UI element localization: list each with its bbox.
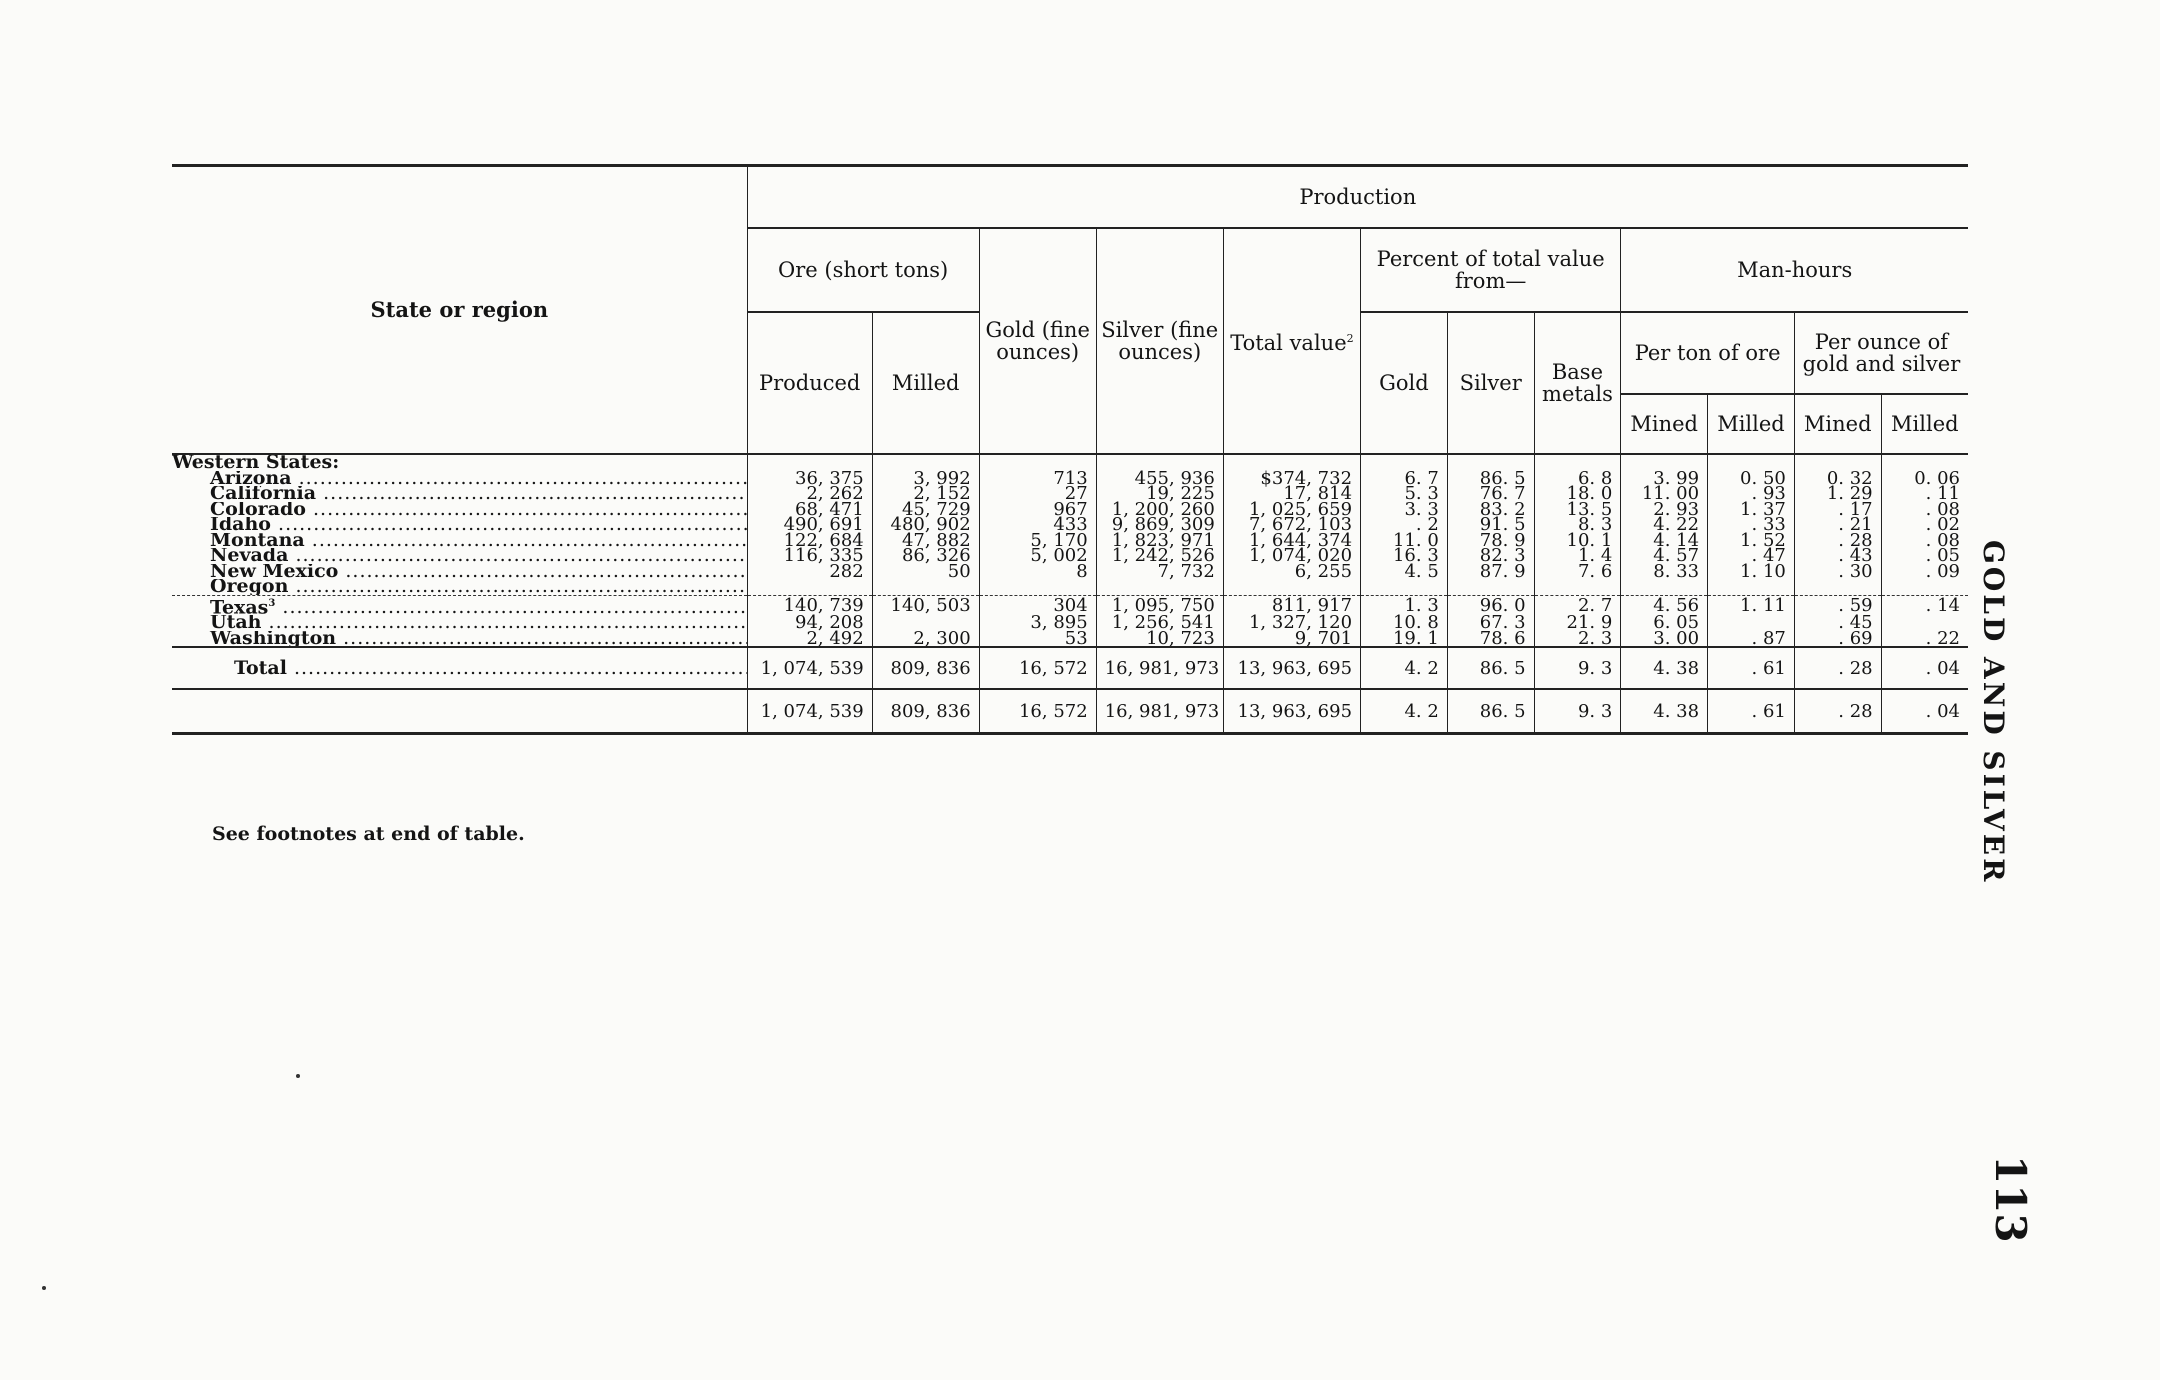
cell-produced: 2, 262 [747, 486, 872, 502]
cell-p-silver: 76. 7 [1447, 486, 1534, 502]
per-ounce-header: Per ounce of gold and silver [1794, 312, 1968, 394]
total-row-label [172, 647, 747, 689]
cell-p-base: 8. 3 [1534, 517, 1621, 533]
total-value-header [1223, 228, 1360, 454]
oz-mined-header: Mined [1794, 394, 1881, 454]
gold-header: Gold (fine ounces) [979, 228, 1096, 454]
cell-oz-milled: . 04 [1881, 647, 1968, 689]
cell-ton-mined: 4. 56 [1621, 595, 1708, 615]
cell-gold: 53 [979, 631, 1096, 648]
cell-oz-milled: . 02 [1881, 517, 1968, 533]
cell-ton-mined: 6. 05 [1621, 615, 1708, 631]
cell-ton-mined: 4. 38 [1621, 689, 1708, 734]
cell-p-gold: 16. 3 [1361, 548, 1448, 564]
cell-produced: 94, 208 [747, 615, 872, 631]
oz-milled-header: Milled [1881, 394, 1968, 454]
cell-p-gold: 4. 5 [1361, 564, 1448, 580]
cell-gold: 713 [979, 471, 1096, 487]
table-header [172, 166, 1968, 455]
milled-header: Milled [872, 312, 979, 454]
cell-value: 1, 025, 659 [1223, 502, 1360, 518]
cell-silver: 1, 095, 750 [1096, 595, 1223, 615]
row-label [172, 517, 747, 533]
cell-p-silver: 86. 5 [1447, 647, 1534, 689]
state-name: New Mexico [210, 563, 339, 579]
cell-p-base: 7. 6 [1534, 564, 1621, 580]
cell-value: 1, 074, 020 [1223, 548, 1360, 564]
cell-p-silver: 86. 5 [1447, 471, 1534, 487]
cell-p-silver: 67. 3 [1447, 615, 1534, 631]
cell-milled: 2, 300 [872, 631, 979, 648]
cell-value: 9, 701 [1223, 631, 1360, 648]
cell-ton-mined: 8. 33 [1621, 564, 1708, 580]
cell-produced: 282 [747, 564, 872, 580]
ore-group-header: Ore (short tons) [747, 228, 979, 312]
cell-oz-milled: . 14 [1881, 595, 1968, 615]
cell-produced: 2, 492 [747, 631, 872, 648]
silver-header: Silver (fine ounces) [1096, 228, 1223, 454]
state-name: Nevada [210, 548, 289, 564]
page-number: 113 [1986, 1155, 2035, 1243]
cell-p-silver: 87. 9 [1447, 564, 1534, 580]
cell-gold: 8 [979, 564, 1096, 580]
cell-milled: 809, 836 [872, 647, 979, 689]
cell-oz-mined: 1. 29 [1794, 486, 1881, 502]
percent-group-header: Percent of total value from— [1361, 228, 1621, 312]
cell-ton-milled: 0. 50 [1708, 471, 1795, 487]
cell-oz-mined: . 45 [1794, 615, 1881, 631]
cell-oz-mined: . 28 [1794, 647, 1881, 689]
cell-gold: 5, 002 [979, 548, 1096, 564]
cell-milled: 3, 992 [872, 471, 979, 487]
cell-ton-milled: . 87 [1708, 631, 1795, 648]
running-head: GOLD AND SILVER [1977, 540, 2010, 885]
row-label [172, 579, 747, 595]
cell-p-base: 6. 8 [1534, 471, 1621, 487]
pct-base-header: Base metals [1534, 312, 1621, 454]
state-name: Washington [210, 630, 337, 648]
row-label [172, 486, 747, 502]
cell-gold: 3, 895 [979, 615, 1096, 631]
cell-p-gold: 5. 3 [1361, 486, 1448, 502]
cell-gold: 16, 572 [979, 647, 1096, 689]
total-row [172, 647, 1968, 689]
cell-ton-milled: 1. 10 [1708, 564, 1795, 580]
cell-value: 17, 814 [1223, 486, 1360, 502]
cell-gold: 433 [979, 517, 1096, 533]
row-label [172, 631, 747, 648]
cell-oz-mined: . 30 [1794, 564, 1881, 580]
cell-milled: 809, 836 [872, 689, 979, 734]
state-name: Texas [210, 595, 269, 616]
cell-oz-mined: . 17 [1794, 502, 1881, 518]
cell-p-base: 9. 3 [1534, 647, 1621, 689]
cell-ton-milled: . 93 [1708, 486, 1795, 502]
state-name: Oregon [210, 579, 289, 595]
row-label [172, 502, 747, 518]
cell-oz-mined: . 28 [1794, 533, 1881, 549]
cell-p-base: 1. 4 [1534, 548, 1621, 564]
footnote-mark: 3 [268, 597, 276, 609]
print-speck [42, 1286, 46, 1290]
row-label [172, 615, 747, 631]
state-name: Montana [210, 532, 305, 548]
cell-produced: 68, 471 [747, 502, 872, 518]
cell-p-base: 18. 0 [1534, 486, 1621, 502]
produced-header: Produced [747, 312, 872, 454]
cell-produced: 116, 335 [747, 548, 872, 564]
section-label: Western States: [172, 454, 340, 471]
total-value-footnote-mark: 2 [1346, 332, 1354, 345]
cell-value: 7, 672, 103 [1223, 517, 1360, 533]
cell-p-silver: 83. 2 [1447, 502, 1534, 518]
cell-produced: 140, 739 [747, 595, 872, 615]
state-name: Arizona [210, 470, 292, 486]
total-value-label: Total value [1230, 331, 1347, 355]
cell-ton-milled: . 61 [1708, 647, 1795, 689]
cell-p-gold: 4. 2 [1361, 647, 1448, 689]
cell-p-silver: 78. 6 [1447, 631, 1534, 648]
cell-oz-mined: . 59 [1794, 595, 1881, 615]
cell-value: $374, 732 [1223, 471, 1360, 487]
cell-oz-mined: . 69 [1794, 631, 1881, 648]
cell-produced: 122, 684 [747, 533, 872, 549]
cell-oz-mined: . 28 [1794, 689, 1881, 734]
cell-silver: 1, 242, 526 [1096, 548, 1223, 564]
cell-oz-mined: 0. 32 [1794, 471, 1881, 487]
per-ton-header: Per ton of ore [1621, 312, 1795, 394]
cell-p-gold: 6. 7 [1361, 471, 1448, 487]
cell-gold: 16, 572 [979, 689, 1096, 734]
stub-header: State or region [172, 166, 747, 455]
table-body [172, 454, 1968, 734]
cell-value: 6, 255 [1223, 564, 1360, 580]
row-label [172, 595, 747, 615]
state-name: California [210, 486, 317, 502]
cell-produced: 490, 691 [747, 517, 872, 533]
cell-p-silver: 86. 5 [1447, 689, 1534, 734]
grand-total-row [172, 689, 1968, 734]
cell-silver: 1, 823, 971 [1096, 533, 1223, 549]
cell-silver: 10, 723 [1096, 631, 1223, 648]
cell-oz-mined: . 43 [1794, 548, 1881, 564]
row-label [172, 548, 747, 564]
cell-gold: 5, 170 [979, 533, 1096, 549]
cell-oz-milled: . 11 [1881, 486, 1968, 502]
cell-ton-mined: 4. 57 [1621, 548, 1708, 564]
cell-oz-milled: . 08 [1881, 533, 1968, 549]
cell-silver: 7, 732 [1096, 564, 1223, 580]
cell-ton-milled: . 61 [1708, 689, 1795, 734]
cell-p-base: 9. 3 [1534, 689, 1621, 734]
production-table [172, 164, 1968, 735]
cell-silver: 16, 981, 973 [1096, 647, 1223, 689]
cell-p-silver: 78. 9 [1447, 533, 1534, 549]
state-name: Idaho [210, 517, 271, 533]
cell-value: 1, 327, 120 [1223, 615, 1360, 631]
cell-p-gold: 11. 0 [1361, 533, 1448, 549]
cell-p-gold: 3. 3 [1361, 502, 1448, 518]
cell-silver: 455, 936 [1096, 471, 1223, 487]
total-label: Total [234, 656, 287, 679]
cell-ton-mined: 11. 00 [1621, 486, 1708, 502]
cell-ton-milled: . 47 [1708, 548, 1795, 564]
cell-ton-mined: 4. 38 [1621, 647, 1708, 689]
cell-p-gold: . 2 [1361, 517, 1448, 533]
cell-produced: 1, 074, 539 [747, 647, 872, 689]
cell-silver: 9, 869, 309 [1096, 517, 1223, 533]
cell-value: 1, 644, 374 [1223, 533, 1360, 549]
cell-ton-mined: 3. 00 [1621, 631, 1708, 648]
manhours-group-header: Man-hours [1621, 228, 1968, 312]
cell-ton-milled: 1. 37 [1708, 502, 1795, 518]
cell-p-base: 10. 1 [1534, 533, 1621, 549]
cell-silver: 1, 256, 541 [1096, 615, 1223, 631]
cell-p-gold: 1. 3 [1361, 595, 1448, 615]
cell-oz-milled: . 04 [1881, 689, 1968, 734]
cell-ton-mined: 2. 93 [1621, 502, 1708, 518]
cell-ton-mined: 4. 14 [1621, 533, 1708, 549]
cell-oz-milled: . 08 [1881, 502, 1968, 518]
cell-p-base: 21. 9 [1534, 615, 1621, 631]
cell-milled: 47, 882 [872, 533, 979, 549]
cell-milled: 2, 152 [872, 486, 979, 502]
pct-gold-header: Gold [1361, 312, 1448, 454]
cell-milled: 86, 326 [872, 548, 979, 564]
pct-silver-header: Silver [1447, 312, 1534, 454]
cell-p-base: 13. 5 [1534, 502, 1621, 518]
ton-mined-header: Mined [1621, 394, 1708, 454]
cell-p-silver: 82. 3 [1447, 548, 1534, 564]
state-name: Utah [210, 615, 262, 631]
cell-silver: 19, 225 [1096, 486, 1223, 502]
grand-total-stub [172, 689, 747, 734]
cell-p-gold: 10. 8 [1361, 615, 1448, 631]
cell-silver: 1, 200, 260 [1096, 502, 1223, 518]
cell-value: 13, 963, 695 [1223, 647, 1360, 689]
ton-milled-header: Milled [1708, 394, 1795, 454]
cell-gold: 304 [979, 595, 1096, 615]
cell-p-silver: 91. 5 [1447, 517, 1534, 533]
cell-p-base: 2. 3 [1534, 631, 1621, 648]
cell-value: 13, 963, 695 [1223, 689, 1360, 734]
row-label [172, 533, 747, 549]
cell-oz-milled: . 09 [1881, 564, 1968, 580]
cell-silver: 16, 981, 973 [1096, 689, 1223, 734]
cell-produced: 1, 074, 539 [747, 689, 872, 734]
table-row [172, 631, 1968, 648]
cell-oz-mined: . 21 [1794, 517, 1881, 533]
cell-oz-milled: . 22 [1881, 631, 1968, 648]
cell-gold: 27 [979, 486, 1096, 502]
row-label [172, 471, 747, 487]
print-speck [296, 1074, 300, 1078]
cell-milled: 480, 902 [872, 517, 979, 533]
cell-milled: 50 [872, 564, 979, 580]
cell-gold: 967 [979, 502, 1096, 518]
cell-oz-milled: . 05 [1881, 548, 1968, 564]
cell-ton-milled: 1. 11 [1708, 595, 1795, 615]
cell-p-base: 2. 7 [1534, 595, 1621, 615]
cell-produced: 36, 375 [747, 471, 872, 487]
cell-oz-milled: 0. 06 [1881, 471, 1968, 487]
cell-milled: 45, 729 [872, 502, 979, 518]
cell-milled: 140, 503 [872, 595, 979, 615]
row-label [172, 564, 747, 580]
footnote-text: See footnotes at end of table. [212, 823, 525, 845]
cell-p-silver: 96. 0 [1447, 595, 1534, 615]
cell-ton-milled: . 33 [1708, 517, 1795, 533]
cell-value: 811, 917 [1223, 595, 1360, 615]
production-header: Production [747, 166, 1968, 229]
cell-ton-milled: 1. 52 [1708, 533, 1795, 549]
cell-p-gold: 19. 1 [1361, 631, 1448, 648]
state-name: Colorado [210, 501, 306, 517]
cell-ton-mined: 4. 22 [1621, 517, 1708, 533]
cell-ton-mined: 3. 99 [1621, 471, 1708, 487]
cell-p-gold: 4. 2 [1361, 689, 1448, 734]
